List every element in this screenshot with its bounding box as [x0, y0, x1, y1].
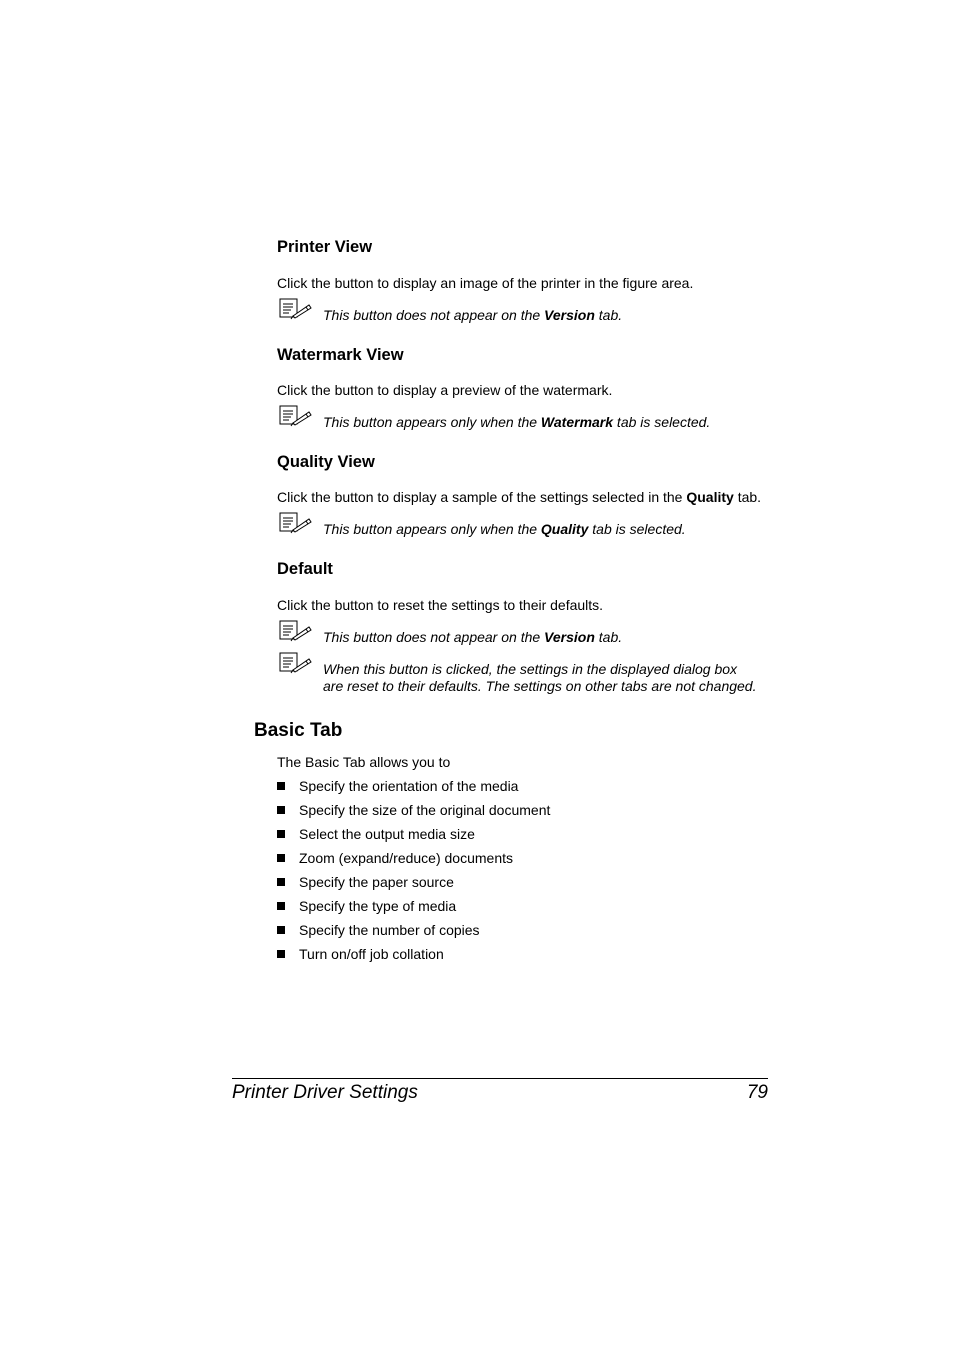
watermark-view-body: Click the button to display a preview of the watermark.: [277, 382, 613, 398]
note-pencil-icon: [279, 298, 313, 320]
bullet-square-icon: [277, 782, 285, 790]
printer-view-heading: Printer View: [277, 238, 373, 256]
printer-view-body: Click the button to display an image of the printer in the figure area.: [277, 275, 694, 291]
page-number: 79: [746, 1082, 768, 1103]
list-item: Specify the paper source: [277, 874, 454, 890]
default-note-2-line-1: When this button is clicked, the settings in the displayed dialog box: [323, 661, 738, 677]
printer-view-note: This button does not appear on the Version tab.: [323, 307, 623, 323]
default-heading: Default: [277, 560, 333, 578]
quality-view-heading: Quality View: [277, 453, 375, 471]
note-pencil-icon: [279, 512, 313, 534]
watermark-view-note: This button appears only when the Watermark tab is selected.: [323, 414, 711, 430]
list-item: Select the output media size: [277, 826, 475, 842]
bullet-square-icon: [277, 854, 285, 862]
list-item: Specify the number of copies: [277, 922, 480, 938]
list-item: Turn on/off job collation: [277, 946, 444, 962]
quality-view-note: This button appears only when the Quality tab is selected.: [323, 521, 686, 537]
note-pencil-icon: [279, 405, 313, 427]
bullet-square-icon: [277, 806, 285, 814]
watermark-view-heading: Watermark View: [277, 346, 404, 364]
footer-rule: [232, 1078, 768, 1079]
footer-title: Printer Driver Settings: [232, 1082, 418, 1103]
note-pencil-icon: [279, 652, 313, 674]
list-item: Zoom (expand/reduce) documents: [277, 850, 513, 866]
bullet-square-icon: [277, 950, 285, 958]
list-item: Specify the orientation of the media: [277, 778, 518, 794]
note-pencil-icon: [279, 620, 313, 642]
bullet-square-icon: [277, 902, 285, 910]
list-item: Specify the type of media: [277, 898, 456, 914]
bullet-square-icon: [277, 926, 285, 934]
basic-tab-intro: The Basic Tab allows you to: [277, 754, 451, 770]
basic-tab-heading: Basic Tab: [254, 720, 343, 741]
default-note-2-line-2: are reset to their defaults. The settings on other tabs are not changed.: [323, 678, 757, 694]
quality-view-body: Click the button to display a sample of the settings selected in the Quality tab.: [277, 489, 762, 505]
default-note-1: This button does not appear on the Version tab.: [323, 629, 623, 645]
default-body: Click the button to reset the settings to their defaults.: [277, 597, 604, 613]
bullet-square-icon: [277, 878, 285, 886]
list-item: Specify the size of the original document: [277, 802, 550, 818]
bullet-square-icon: [277, 830, 285, 838]
